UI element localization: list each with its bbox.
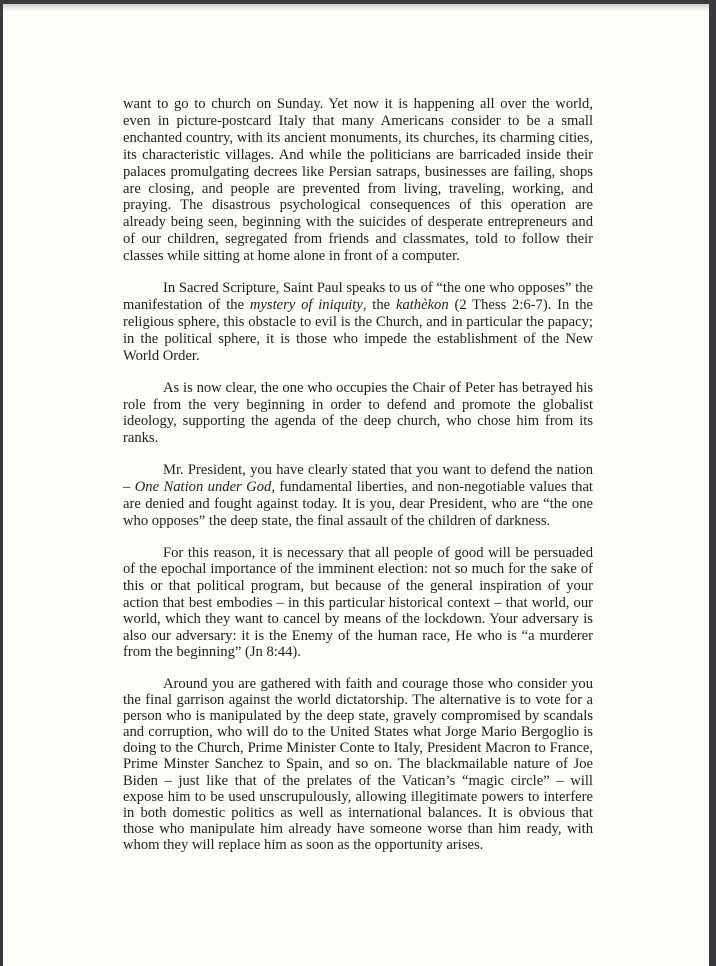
paragraph-6	[123, 676, 593, 853]
text-run: want to go to church on Sunday. Yet now it is happening all over the world, even in picture-postcard Italy that many Americans consider to be a small enchanted country, with its ancient monuments, its churches, its charming cities, its characteristic villages. And while the politicians are barricaded inside their palaces promulgating decrees like Persian satraps, businesses are failing, shops are closing, and people are prevented from living, traveling, working, and praying. The disastrous psychological consequences of this operation are already being seen, beginning with the suicides of desperate entrepreneurs and of our children, segregated from friends and classmates, told to follow their classes while sitting at home alone in front of a computer.	[123, 96, 593, 265]
text-run: In Sacred Scripture, Saint Paul speaks to us of “the one who opposes” the manifestation of the	[123, 280, 593, 313]
paragraph-4	[123, 462, 593, 530]
text-run-italic: One Nation under God	[134, 479, 272, 496]
text-run: For this reason, it is necessary that all people of good will be persuaded of the epochal importance of the imminent election: not so much for the sake of this or that political program, but because of the general inspiration of your action that best embodies – in this particular historical context – that world, our world, which they want to cancel by means of the lockdown. Your adversary is also our adversary: it is the Enemy of the human race, He who is “a murderer from the beginning” (Jn 8:44).	[123, 544, 593, 661]
text-run: (2 Thess 2:6-7). In the religious sphere, this obstacle to evil is the Church, and in particular the papacy; in the political sphere, it is those who impede the establishment of the New World Order.	[123, 296, 593, 364]
text-run: Around you are gathered with faith and courage those who consider you the final garrison against the world dictatorship. The alternative is to vote for a person who is manipulated by the deep state, gravely compromised by scandals and corruption, who will do to the United States what Jorge Mario Bergoglio is doing to the Church, Prime Minister Conte to Italy, President Macron to France, Prime Minster Sanchez to Spain, and so on. The blackmailable nature of Joe Biden – just like that of the prelates of the Vatican’s “magic circle” – will expose him to be used unscrupulously, allowing illegitimate powers to interfere in both domestic politics as well as international balances. It is obvious that those who manipulate him already have someone worse than him ready, with whom they will replace him as soon as the opportunity arises.	[123, 676, 593, 853]
text-run-italic: kathèkon	[395, 296, 449, 313]
text-run: , fundamental liberties, and non-negotiable values that are denied and fought against today. It is you, dear President, who are “the one who opposes” the deep state, the final assault of the children of darkness.	[123, 479, 593, 529]
text-run: Mr. President, you have clearly stated that you want to defend the nation –	[123, 462, 593, 496]
text-run-italic: mystery of iniquity	[249, 296, 363, 313]
paragraph-3	[123, 380, 593, 448]
document-page	[3, 4, 709, 966]
text-run: , the	[362, 296, 396, 313]
text-run: As is now clear, the one who occupies the Chair of Peter has betrayed his role from the very beginning in order to defend and promote the globalist ideology, supporting the agenda of the deep church, who chose him from its ranks.	[123, 379, 593, 447]
paragraph-2	[123, 280, 593, 365]
paragraph-1	[123, 96, 593, 265]
letter-body	[123, 96, 593, 868]
paragraph-5	[123, 545, 593, 661]
